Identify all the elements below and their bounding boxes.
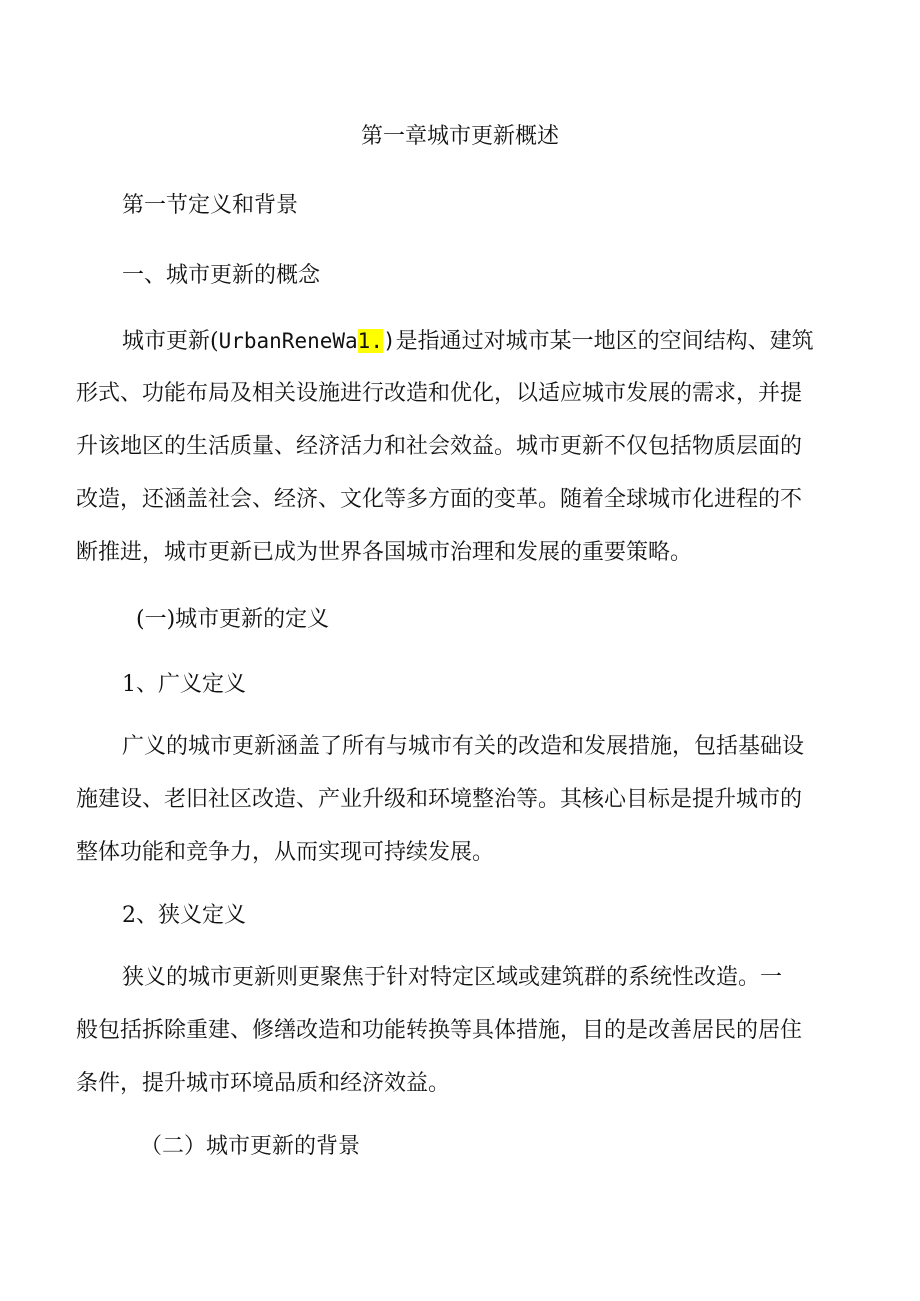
narrow-definition-paragraph	[76, 964, 848, 1123]
concept-paragraph	[76, 327, 848, 592]
broad-line-1: 广义的城市更新涵盖了所有与城市有关的改造和发展措施，包括基础设	[122, 734, 805, 759]
narrow-line-1: 狭义的城市更新则更聚焦于针对特定区域或建筑群的系统性改造。一	[122, 965, 783, 990]
concept-line-2: 形式、功能布局及相关设施进行改造和优化，以适应城市发展的需求，并提	[76, 381, 803, 406]
broad-line-2: 施建设、老旧社区改造、产业升级和环境整治等。其核心目标是提升城市的	[76, 787, 803, 812]
concept-line-5: 断推进，城市更新已成为世界各国城市治理和发展的重要策略。	[76, 540, 693, 565]
narrow-line-2: 般包括拆除重建、修缮改造和功能转换等具体措施，目的是改善居民的居住	[76, 1018, 803, 1043]
concept-line-1-prefix: 城市更新(	[122, 329, 219, 354]
definition-subheading: (一)城市更新的定义	[136, 607, 330, 632]
english-term: UrbanReneWa	[218, 329, 358, 353]
concept-line-3: 升该地区的生活质量、经济活力和社会效益。城市更新不仅包括物质层面的	[76, 434, 803, 459]
chapter-title: 第一章城市更新概述	[360, 124, 559, 149]
concept-line-4: 改造，还涵盖社会、经济、文化等多方面的变革。随着全球城市化进程的不	[76, 487, 803, 512]
concept-heading: 一、城市更新的概念	[122, 263, 321, 288]
english-term-close: )	[382, 329, 396, 353]
concept-line-1-rest: 是指通过对城市某一地区的空间结构、建筑	[395, 329, 814, 354]
section-heading: 第一节定义和背景	[122, 193, 299, 218]
broad-definition-paragraph	[76, 733, 848, 892]
concept-line-1	[76, 327, 848, 380]
background-subheading: （二）城市更新的背景	[140, 1134, 361, 1159]
highlighted-text: 1.	[357, 329, 383, 353]
broad-definition-heading: 1、广义定义	[122, 672, 246, 697]
narrow-definition-heading: 2、狭义定义	[122, 903, 246, 928]
broad-line-3: 整体功能和竞争力，从而实现可持续发展。	[76, 840, 495, 865]
narrow-line-3: 条件，提升城市环境品质和经济效益。	[76, 1071, 451, 1096]
